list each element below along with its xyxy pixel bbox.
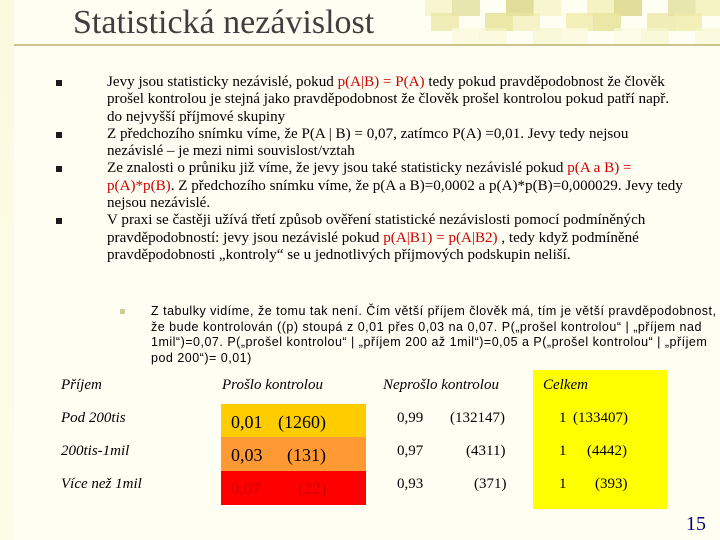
- row2-passed-p: 0,03: [231, 445, 263, 465]
- sub-bullet-square-icon: [120, 309, 125, 314]
- header-failed: Neprošlo kontrolou: [383, 377, 499, 393]
- bullet-2-text: Z předchozího snímku víme, že P(A | B) = 0,07, zatímco P(A) =0,01. Jevy tedy nejsou nezávislé – je mezi nimi souvislost/vztah: [107, 125, 629, 160]
- bullet-square-icon: [56, 80, 62, 86]
- row1-passed-p: 0,01: [231, 412, 263, 432]
- header-passed: Prošlo kontrolou: [222, 377, 323, 393]
- bullet-4: [56, 212, 686, 264]
- bullet-2: [56, 126, 686, 161]
- slide-title: Statistická nezávislost: [73, 4, 375, 41]
- bullet-square-icon: [56, 218, 62, 224]
- bullet-4-text: V praxi se častěji užívá třetí způsob ověření statistické nezávislosti pomocí podmíněných pravděpodobností: jevy jsou nezávislé pokud p(A|B1) = p(A|B2) , tedy když podmíněné pravděpodobnosti „kontroly“ se u jednotlivých příjmových podskupin neliší.: [107, 212, 646, 263]
- header-total: Celkem: [543, 377, 588, 393]
- sub-bullet: [94, 304, 720, 366]
- row1-label: Pod 200tis: [61, 410, 126, 426]
- header-income: Příjem: [61, 377, 102, 393]
- row2-total-n: (4442): [587, 443, 627, 459]
- bullet-1: [56, 74, 686, 126]
- bullet-square-icon: [56, 166, 62, 172]
- row2-total-p: 1: [559, 443, 567, 459]
- row3-label: Více než 1mil: [61, 476, 142, 492]
- row3-passed-p: 0,07: [231, 479, 261, 498]
- bullet-1-text: Jevy jsou statisticky nezávislé, pokud p(A|B) = P(A) tedy pokud pravděpodobnost že člověk prošel kontrolou je stejná jako pravděpodobnost že člověk prošel kontrolou pokud patří např. do nejvyšší příjmové skupiny: [107, 74, 670, 125]
- row1-failed-n: (132147): [450, 410, 505, 426]
- row3-failed-n: (371): [474, 476, 507, 492]
- row1-passed-n: (1260): [278, 412, 326, 432]
- row1-failed-p: 0,99: [397, 410, 424, 426]
- page-number: 15: [686, 513, 706, 535]
- row1-total-n: (133407): [573, 410, 628, 426]
- row2-label: 200tis-1mil: [61, 443, 130, 459]
- row2-failed-n: (4311): [466, 443, 506, 459]
- row2-failed-p: 0,97: [397, 443, 424, 459]
- bullet-list: [56, 74, 686, 264]
- row1-total-p: 1: [559, 410, 567, 426]
- header-tile-decoration: [425, 0, 720, 46]
- row3-total-p: 1: [559, 476, 567, 492]
- row2-passed-n: (131): [287, 445, 326, 465]
- row3-total-n: (393): [595, 476, 628, 492]
- bullet-3: [56, 160, 686, 212]
- bullet-square-icon: [56, 132, 62, 138]
- sub-bullet-text: Z tabulky vidíme, že tomu tak není. Čím větší příjem člověk má, tím je větší pravděpodobnost, že bude kontrolován ((p) stoupá z 0,01 přes 0,03 na 0,07. P(„prošel kontrolou“ | „příjem nad 1mil“)=0,07. P(„prošel kontrolou“ | „příjem 200 až 1mil“)=0,05 a P(„prošel kontrolou“ | „příjem pod 200“)= 0,01): [151, 304, 717, 365]
- left-decor-bar: [0, 0, 14, 540]
- bullet-3-text: Ze znalosti o průniku již víme, že jevy jsou také statisticky nezávislé pokud p(A a B) = p(A)*p(B). Z předchozího snímku víme, že p(A a B)=0,0002 a p(A)*p(B)=0,000029. Jevy tedy nejsou nezávislé.: [107, 160, 683, 212]
- title-rule: [14, 44, 720, 46]
- row3-failed-p: 0,93: [397, 476, 424, 492]
- row3-passed-n: (22): [298, 479, 327, 498]
